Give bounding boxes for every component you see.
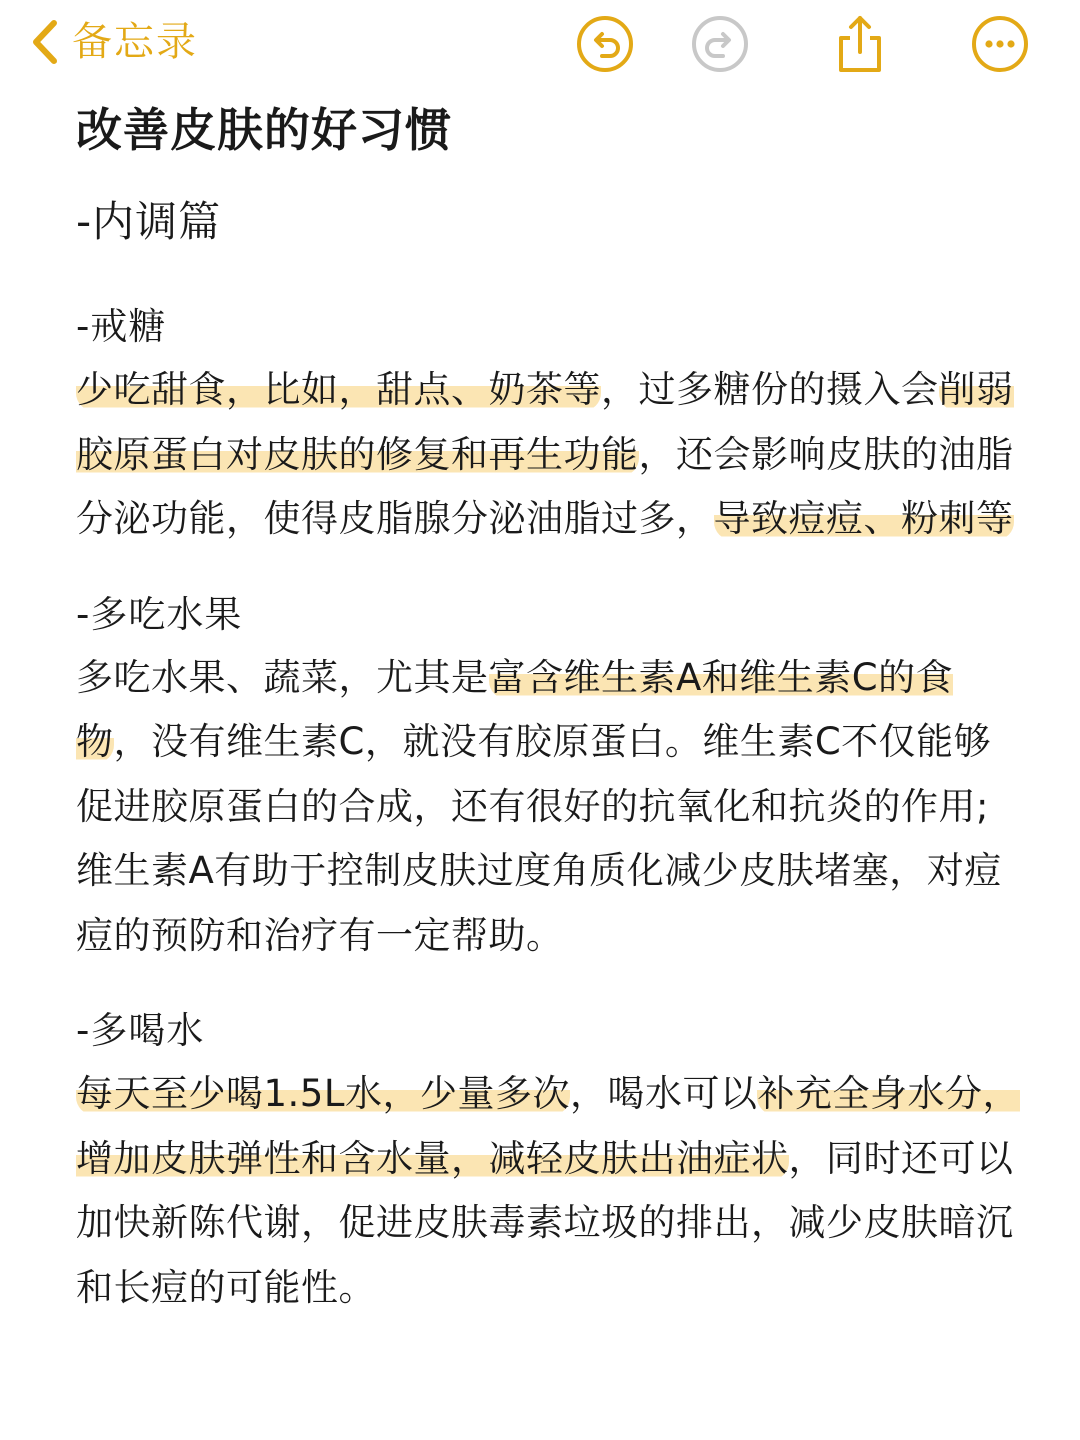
- note-subtitle: -内调篇: [76, 197, 222, 246]
- section-paragraph: [76, 358, 1021, 552]
- share-icon: [830, 14, 890, 74]
- section-heading: -多喝水: [76, 1009, 205, 1052]
- toolbar: [0, 0, 1080, 90]
- highlighted-text: 富含维生素A和维生素C的食物: [76, 655, 954, 763]
- undo-icon: [575, 14, 635, 74]
- chevron-left-icon: [28, 17, 62, 67]
- note-title: 改善皮肤的好习惯: [76, 103, 452, 157]
- back-label: 备忘录: [72, 19, 198, 65]
- share-button[interactable]: [830, 14, 890, 74]
- highlighted-text: 导致痘痘、粉刺等: [713, 497, 1014, 540]
- paragraph-text: ，还会影响皮肤的油脂分泌功能，使得皮脂腺分泌油脂过多，: [76, 432, 1014, 540]
- highlighted-text: 每天至少喝1.5L水，少量多次: [76, 1072, 570, 1115]
- section-water: [76, 1004, 1036, 1320]
- highlighted-text: 少吃甜食，比如，甜点、奶茶等: [76, 368, 601, 411]
- note-body[interactable]: [76, 92, 1036, 1320]
- section-fruit: [76, 588, 1036, 969]
- section-sugar: [76, 300, 1036, 552]
- paragraph-text: ，同时还可以加快新陈代谢，促进皮肤毒素垃圾的排出，减少皮肤暗沉和长痘的可能性。: [76, 1136, 1014, 1309]
- more-icon: [970, 14, 1030, 74]
- section-paragraph: [76, 646, 1021, 969]
- paragraph-text: ，过多糖份的摄入会: [601, 368, 939, 411]
- undo-button[interactable]: [575, 14, 635, 74]
- section-heading: -多吃水果: [76, 592, 243, 636]
- section-paragraph: [76, 1062, 1021, 1320]
- redo-icon: [690, 14, 750, 74]
- paragraph-text: ，喝水可以: [569, 1072, 758, 1115]
- highlighted-text: 削弱胶原蛋白对皮肤的修复和再生功能: [76, 368, 1014, 476]
- paragraph-text: 多吃水果、蔬菜，尤其是: [76, 655, 489, 699]
- section-heading: -戒糖: [76, 305, 167, 348]
- paragraph-text: ，没有维生素C，就没有胶原蛋白。维生素C不仅能够促进胶原蛋白的合成，还有很好的抗氧化和抗炎的作用;维生素A有助于控制皮肤过度角质化减少皮肤堵塞，对痘痘的预防和治疗有一定帮助。: [76, 720, 1002, 957]
- highlighted-text: 补充全身水分，增加皮肤弹性和含水量，减轻皮肤出油症状: [76, 1072, 1020, 1180]
- more-button[interactable]: [970, 14, 1030, 74]
- back-button[interactable]: [28, 14, 198, 70]
- redo-button[interactable]: [690, 14, 750, 74]
